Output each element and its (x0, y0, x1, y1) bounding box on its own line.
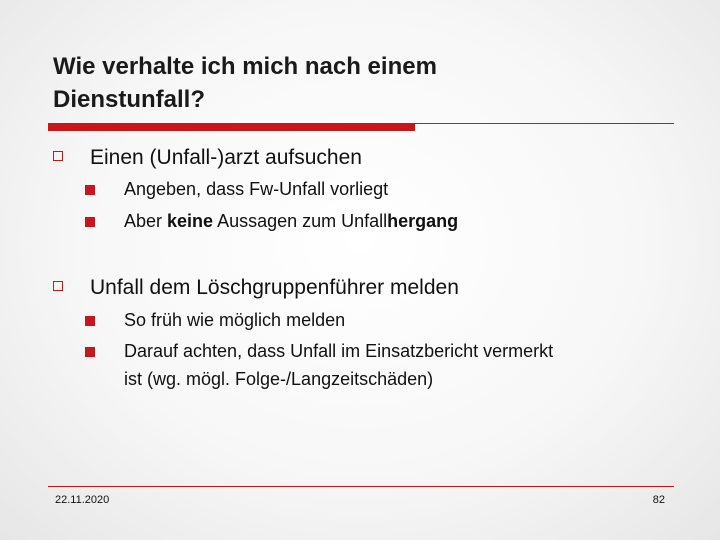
filled-square-bullet-icon (85, 347, 95, 357)
title-line-2: Dienstunfall? (53, 86, 206, 113)
filled-square-bullet-icon (85, 316, 95, 326)
section-heading: Einen (Unfall-)arzt aufsuchen (90, 146, 362, 169)
title-line-1: Wie verhalte ich mich nach einem (53, 53, 437, 80)
section-heading: Unfall dem Löschgruppenführer melden (90, 276, 459, 299)
footer-date: 22.11.2020 (55, 494, 110, 506)
slide-title (53, 50, 673, 116)
filled-square-bullet-icon (85, 217, 95, 227)
sub-bullet-text: ist (wg. mögl. Folge-/Langzeitschäden) (124, 369, 434, 389)
title-underline-accent (48, 123, 415, 131)
hollow-square-bullet-icon (53, 151, 63, 161)
sub-bullet-text: So früh wie möglich melden (124, 310, 346, 330)
sub-bullet-text: Angeben, dass Fw-Unfall vorliegt (124, 179, 389, 199)
footer-divider (48, 486, 674, 487)
filled-square-bullet-icon (85, 185, 95, 195)
sub-bullet-text: Aber keine Aussagen zum Unfallhergang (124, 211, 459, 231)
page-number: 82 (652, 494, 665, 506)
hollow-square-bullet-icon (53, 281, 63, 291)
sub-bullet-text: Darauf achten, dass Unfall im Einsatzbericht vermerkt (124, 341, 554, 361)
